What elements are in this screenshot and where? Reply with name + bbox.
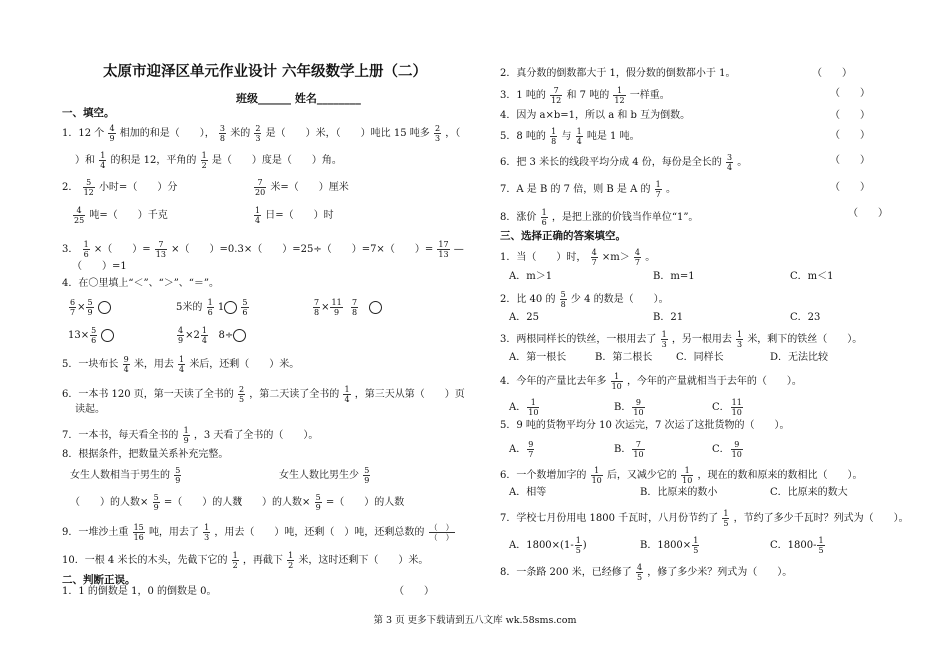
fraction-1-4: $\frac{1}{4}$ — [576, 127, 582, 146]
compare-circle[interactable] — [369, 301, 382, 314]
judge-4-paren[interactable]: （ ） — [830, 110, 870, 121]
choice-1 — [500, 248, 655, 267]
text: 小时=（ ）分 — [98, 182, 178, 193]
text: 米，这时还剩下（ ）米。 — [298, 555, 429, 566]
fraction-7-20: $\frac{7}{20}$ — [255, 178, 266, 197]
fraction-1-5: $\frac{1}{5}$ — [818, 536, 824, 555]
fraction-1-6: $\frac{1}{6}$ — [541, 208, 547, 227]
question-3-line-2: （ ）=1 — [72, 261, 127, 272]
section-multiple-choice: 三、选择正确的答案填空。 — [500, 230, 626, 242]
choice-3-option-d[interactable]: D．无法比较 — [770, 352, 829, 363]
text: 。 — [737, 157, 748, 168]
question-3-line-1 — [62, 240, 464, 259]
compare-circle[interactable] — [233, 329, 246, 342]
fraction-1-10: $\frac{1}{10}$ — [591, 466, 602, 485]
question-1-line-2 — [75, 151, 342, 170]
judge-4: 4．因为 a×b=1，所以 a 和 b 互为倒数。 — [500, 110, 691, 121]
text: 5米的 — [176, 302, 203, 313]
fraction-5-6: $\frac{5}{6}$ — [91, 326, 97, 345]
page-footer: 第 3 页 更多下载请到五八文库 wk.58sms.com — [373, 615, 577, 626]
text: （ ）的人数× — [232, 497, 311, 508]
text: 7．学校七月份用电 1800 千瓦时，八月份节约了 — [500, 513, 719, 524]
judge-7-paren[interactable]: （ ） — [830, 182, 870, 193]
text: 3． — [62, 244, 79, 255]
judge-7 — [500, 180, 676, 199]
text: 吨，用去了 — [148, 527, 199, 538]
fraction-1-2: $\frac{1}{2}$ — [201, 151, 207, 170]
question-8-rel-b — [232, 493, 404, 512]
judge-1-paren[interactable]: （ ） — [394, 586, 434, 597]
text: 5．一块布长 — [62, 359, 119, 370]
compare-circle[interactable] — [224, 301, 237, 314]
question-2-row-1 — [62, 178, 177, 197]
fraction-9-10: $\frac{9}{10}$ — [731, 440, 742, 459]
choice-3 — [500, 330, 862, 349]
fraction-5-8: $\frac{5}{8}$ — [560, 290, 566, 309]
text: 的积是 12，平角的 — [110, 155, 197, 166]
question-8-cond-a — [70, 466, 182, 485]
judge-6 — [500, 153, 747, 172]
choice-8 — [500, 563, 792, 582]
choice-4-option-b[interactable]: B． $\frac{9}{10}$ — [614, 398, 644, 417]
text: 3．1 吨的 — [500, 90, 546, 101]
fraction-1-5: $\frac{1}{5}$ — [693, 536, 699, 555]
fraction-1-4: $\frac{1}{4}$ — [201, 326, 207, 345]
fraction-3-4: $\frac{3}{4}$ — [727, 153, 733, 172]
fraction-1-3: $\frac{1}{3}$ — [661, 330, 667, 349]
text: ，用去（ ）吨，还剩（ ）吨，还剩总数的 — [214, 527, 425, 538]
fraction-1-7: $\frac{1}{7}$ — [655, 180, 661, 199]
choice-1-option-b[interactable]: B．m=1 — [653, 271, 695, 282]
fraction-2-5: $\frac{2}{5}$ — [239, 385, 245, 404]
text: ）和 — [75, 155, 95, 166]
text: ，现在的数和原来的数相比（ ）。 — [697, 470, 863, 481]
text: ×m＞ — [601, 252, 630, 263]
judge-2-paren[interactable]: （ ） — [812, 68, 852, 79]
text: 米后，还剩（ ）米。 — [189, 359, 300, 370]
question-2-row-1-right — [253, 178, 349, 197]
fraction-5-6: $\frac{5}{6}$ — [242, 298, 248, 317]
text: 1．12 个 — [62, 128, 105, 139]
text: 吨是 1 吨。 — [586, 131, 640, 142]
text: 8．一条路 200 米，已经修了 — [500, 567, 632, 578]
question-10 — [62, 551, 428, 570]
text: 7．A 是 B 的 7 倍，则 B 是 A 的 — [500, 184, 651, 195]
text: =（ ）的人数 — [325, 497, 405, 508]
choice-4-option-a[interactable]: A． $\frac{1}{10}$ — [509, 398, 539, 417]
fraction-9-4: $\frac{9}{4}$ — [123, 355, 129, 374]
text: 。 — [645, 252, 656, 263]
judge-6-paren[interactable]: （ ） — [830, 155, 870, 166]
choice-7 — [500, 509, 909, 528]
fraction-1-4: $\frac{1}{4}$ — [179, 355, 185, 374]
judge-5 — [500, 127, 640, 146]
question-8-title: 8．根据条件，把数量关系补充完整。 — [62, 449, 229, 460]
question-8-rel-a — [70, 493, 242, 512]
question-6-line-2: 读起。 — [75, 404, 105, 415]
choice-2-option-a[interactable]: A．25 — [509, 312, 539, 323]
fraction-1-5: $\frac{1}{5}$ — [723, 509, 729, 528]
fraction-1-4: $\frac{1}{4}$ — [255, 206, 261, 225]
text: 。 — [665, 184, 676, 195]
fraction-1-2: $\frac{1}{2}$ — [288, 551, 294, 570]
text: 日=（ ）时 — [265, 210, 334, 221]
choice-5: 5．9 吨的货物平均分 10 次运完，7 次运了这批货物的（ ）。 — [500, 420, 790, 431]
fraction-1-3: $\frac{1}{3}$ — [204, 523, 210, 542]
fraction-7-8: $\frac{7}{8}$ — [352, 298, 358, 317]
text: 6．一个数增加字的 — [500, 470, 587, 481]
question-4-title: 4．在〇里填上“＜”、“＞”、“＝”。 — [62, 278, 220, 289]
choice-6-option-a[interactable]: A．相等 — [509, 487, 547, 498]
choice-4-option-c[interactable]: C． $\frac{11}{10}$ — [712, 398, 742, 417]
text: 和 7 吨的 — [566, 90, 610, 101]
text: 2． — [62, 182, 79, 193]
text: 8÷ — [218, 330, 234, 341]
question-5 — [62, 355, 299, 374]
fraction-1-10: $\frac{1}{10}$ — [528, 398, 539, 417]
text: 10．一根 4 米长的木头，先截下它的 — [62, 555, 228, 566]
text: 相加的和是（ ）， — [119, 128, 215, 139]
question-4-row-2 — [68, 326, 114, 345]
fraction-7-8: $\frac{7}{8}$ — [314, 298, 320, 317]
fraction-1-4: $\frac{1}{4}$ — [344, 385, 350, 404]
text: ，再截下 — [242, 555, 283, 566]
fraction-1-8: $\frac{1}{8}$ — [551, 127, 557, 146]
judge-3 — [500, 86, 670, 105]
choice-6 — [500, 466, 863, 485]
text: ×（ ）=0.3×（ ）=25÷（ ）=7×（ ）= — [171, 244, 434, 255]
text: 米，用去 — [133, 359, 174, 370]
choice-5-option-a[interactable]: A． $\frac{9}{7}$ — [509, 440, 534, 459]
question-1-line-1 — [62, 124, 460, 143]
fraction-1-6: $\frac{1}{6}$ — [207, 298, 213, 317]
question-2-row-2 — [72, 206, 168, 225]
text: 后，又减少它的 — [606, 470, 677, 481]
fraction-5-9: $\frac{5}{9}$ — [315, 493, 321, 512]
fraction-7-10: $\frac{7}{10}$ — [633, 440, 644, 459]
text: （ ）的人数× — [70, 497, 149, 508]
text: 米=（ ）厘米 — [270, 182, 349, 193]
text: 吨=（ ）千克 — [89, 210, 168, 221]
fraction-4-9: $\frac{4}{9}$ — [109, 124, 115, 143]
fraction-4-7: $\frac{4}{7}$ — [591, 248, 597, 267]
text: ，修了多少米？列式为（ ）。 — [647, 567, 793, 578]
question-4-row-2-b — [176, 326, 246, 345]
fraction-4-25: $\frac{4}{25}$ — [74, 206, 85, 225]
choice-2-option-b[interactable]: B．21 — [653, 312, 684, 323]
text: 1．当（ ）时， — [500, 252, 587, 263]
fraction-5-9: $\frac{5}{9}$ — [364, 466, 370, 485]
judge-8-paren[interactable]: （ ） — [848, 208, 888, 219]
fraction-4-5: $\frac{4}{5}$ — [637, 563, 643, 582]
fraction-1-10: $\frac{1}{10}$ — [682, 466, 693, 485]
fraction-15-16: $\frac{15}{16}$ — [133, 523, 144, 542]
fraction-1-9: $\frac{1}{9}$ — [183, 426, 189, 445]
text: 女生人数比男生少 — [279, 470, 359, 481]
text: 7．一本书，每天看全书的 — [62, 430, 179, 441]
text: ，今年的产量就相当于去年的（ ）。 — [626, 376, 802, 387]
text: 女生人数相当于男生的 — [70, 470, 170, 481]
fraction-1-10: $\frac{1}{10}$ — [611, 372, 622, 391]
choice-1-option-a[interactable]: A．m＞1 — [509, 271, 553, 282]
choice-3-option-c[interactable]: C．同样长 — [676, 352, 724, 363]
choice-5-option-b[interactable]: B． $\frac{7}{10}$ — [614, 440, 644, 459]
fraction-5-9: $\frac{5}{9}$ — [175, 466, 181, 485]
class-name-line: 班级______ 姓名________ — [236, 92, 361, 105]
section-true-false: 二、判断正误。 — [62, 574, 136, 586]
fraction-blank[interactable]: （ ） （ ） — [429, 523, 454, 542]
fraction-1-2: $\frac{1}{2}$ — [232, 551, 238, 570]
text: 8．涨价 — [500, 212, 537, 223]
choice-2 — [500, 290, 669, 309]
fraction-3-8: $\frac{3}{8}$ — [219, 124, 226, 143]
fraction-9-10: $\frac{9}{10}$ — [633, 398, 644, 417]
judge-8 — [500, 208, 698, 227]
text: 4．今年的产量比去年多 — [500, 376, 607, 387]
text: 2．比 40 的 — [500, 294, 556, 305]
fraction-9-7: $\frac{9}{7}$ — [528, 440, 534, 459]
fraction-6-7: $\frac{6}{7}$ — [70, 298, 76, 317]
fraction-1-12: $\frac{1}{12}$ — [614, 86, 625, 105]
fraction-4-7: $\frac{4}{7}$ — [634, 248, 640, 267]
choice-6-option-c[interactable]: C．比原来的数大 — [770, 487, 848, 498]
choice-2-option-c[interactable]: C．23 — [790, 312, 821, 323]
compare-circle[interactable] — [101, 329, 114, 342]
choice-4 — [500, 372, 802, 391]
judge-1: 1．1 的倒数是 1，0 的倒数是 0。 — [62, 586, 217, 597]
fraction-5-9: $\frac{5}{9}$ — [87, 298, 93, 317]
text: 少 4 的数是（ ）。 — [570, 294, 669, 305]
text: 6．把 3 米长的线段平均分成 4 份，每份是全长的 — [500, 157, 722, 168]
choice-5-option-c[interactable]: C． $\frac{9}{10}$ — [712, 440, 742, 459]
choice-7-option-b[interactable]: B．1800× $\frac{1}{5}$ — [640, 536, 699, 555]
question-4-row-1-c: $\frac{7}{8}$ × $\frac{11}{9}$ $\frac{7}{8}$ — [312, 298, 382, 317]
fraction-1-6: $\frac{1}{6}$ — [83, 240, 89, 259]
text: 1 — [217, 302, 225, 313]
question-2-row-2-right — [253, 206, 334, 225]
judge-5-paren[interactable]: （ ） — [830, 130, 870, 141]
fraction-5-12: $\frac{5}{12}$ — [83, 178, 94, 197]
question-4-row-1-b — [176, 298, 250, 317]
compare-circle[interactable] — [98, 301, 111, 314]
text: =（ ）的人数 — [163, 497, 243, 508]
text: ，节约了多少千瓦时？列式为（ ）。 — [733, 513, 909, 524]
question-9 — [62, 523, 456, 542]
fraction-11-10: $\frac{11}{10}$ — [731, 398, 742, 417]
text: ，3 天看了全书的（ ）。 — [193, 430, 319, 441]
text: ，第二天读了全书的 — [249, 389, 340, 400]
text: 5．8 吨的 — [500, 131, 546, 142]
text: 一样重。 — [629, 90, 670, 101]
text: ×（ ）= — [93, 244, 151, 255]
fraction-11-9: $\frac{11}{9}$ — [331, 298, 342, 317]
text: 9．一堆沙土重 — [62, 527, 129, 538]
text: 与 — [561, 131, 572, 142]
fraction-1-3: $\frac{1}{3}$ — [737, 330, 743, 349]
fraction-5-9: $\frac{5}{9}$ — [153, 493, 159, 512]
text: ，（ — [445, 128, 461, 139]
text: — — [453, 244, 464, 255]
fraction-2-3: $\frac{2}{3}$ — [434, 124, 441, 143]
text: 是（ ）米，（ ）吨比 15 吨多 — [265, 128, 430, 139]
fraction-7-13: $\frac{7}{13}$ — [155, 240, 166, 259]
text: ×2 — [185, 330, 200, 341]
fraction-1-4: $\frac{1}{4}$ — [100, 151, 106, 170]
choice-7-option-c[interactable]: C．1800- $\frac{1}{5}$ — [770, 536, 824, 555]
choice-6-option-b[interactable]: B．比原来的数小 — [640, 487, 718, 498]
section-fill-blank: 一、填空。 — [62, 107, 115, 119]
fraction-4-9: $\frac{4}{9}$ — [178, 326, 184, 345]
text: 米，剩下的铁丝（ ）。 — [747, 334, 863, 345]
text: 6．一本书 120 页，第一天读了全书的 — [62, 389, 234, 400]
page-title: 太原市迎泽区单元作业设计 六年级数学上册（二） — [103, 63, 428, 80]
fraction-17-13: $\frac{17}{13}$ — [438, 240, 449, 259]
text: ，另一根用去 — [671, 334, 732, 345]
text: ，是把上涨的价钱当作单位“1”。 — [551, 212, 699, 223]
fraction-1-5: $\frac{1}{5}$ — [575, 536, 581, 555]
text: ，第三天从第（ ）页 — [354, 389, 465, 400]
choice-3-option-b[interactable]: B．第二根长 — [595, 352, 653, 363]
text: 13× — [68, 330, 90, 341]
text: 米的 — [230, 128, 251, 139]
judge-2: 2．真分数的倒数都大于 1，假分数的倒数都小于 1。 — [500, 68, 736, 79]
fraction-2-3: $\frac{2}{3}$ — [255, 124, 261, 143]
choice-7-option-a[interactable]: A．1800×(1- $\frac{1}{5}$ ) — [509, 536, 587, 555]
choice-1-option-c[interactable]: C．m＜1 — [790, 271, 834, 282]
question-4-row-1: $\frac{6}{7}$ × $\frac{5}{9}$ — [68, 298, 111, 317]
question-7 — [62, 426, 318, 445]
question-6-line-1 — [62, 385, 465, 404]
text: 3．两根同样长的铁丝，一根用去了 — [500, 334, 657, 345]
choice-3-option-a[interactable]: A．第一根长 — [509, 352, 567, 363]
judge-3-paren[interactable]: （ ） — [830, 88, 870, 99]
question-8-cond-b — [279, 466, 371, 485]
text: 是（ ）度是（ ）角。 — [211, 155, 342, 166]
fraction-7-12: $\frac{7}{12}$ — [551, 86, 562, 105]
